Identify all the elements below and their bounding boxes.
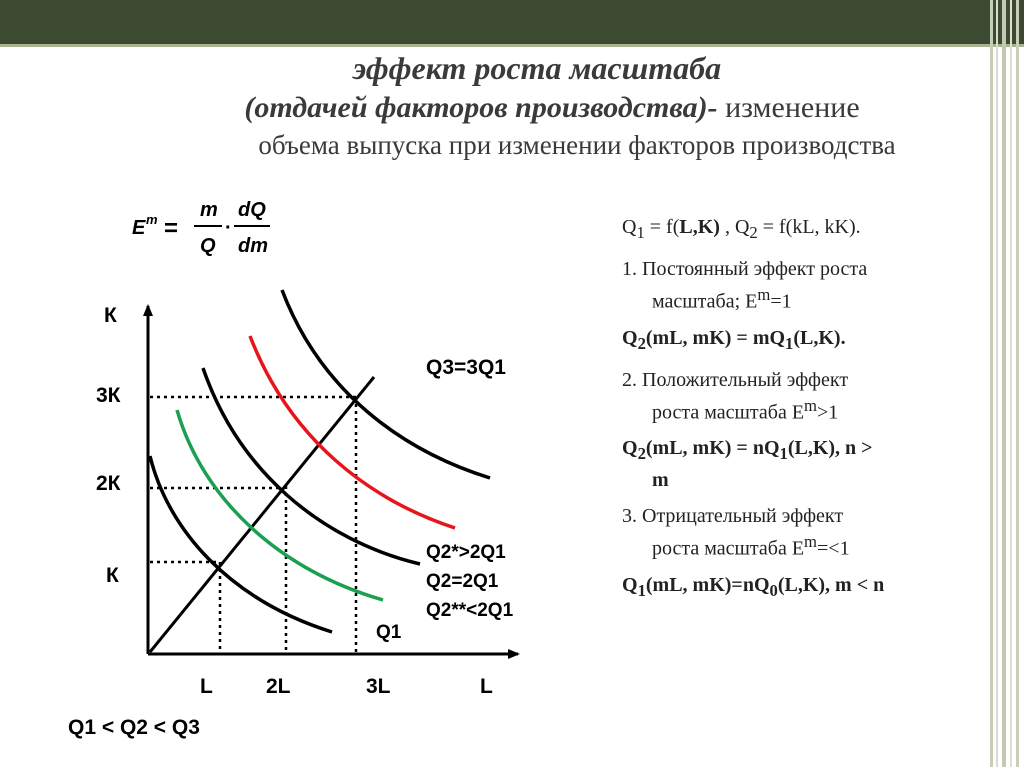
formula-num1: m bbox=[200, 199, 218, 221]
text: (mL, mK) = nQ bbox=[645, 437, 780, 460]
label-q1: Q1 bbox=[376, 622, 402, 643]
x-tick-l: L bbox=[200, 675, 213, 698]
footer-inequality: Q1 < Q2 < Q3 bbox=[68, 716, 200, 739]
formula-lhs-sup: m bbox=[146, 212, 158, 227]
sub: 0 bbox=[769, 580, 778, 600]
sup: m bbox=[804, 395, 818, 415]
text-q1: Q bbox=[622, 216, 637, 238]
sub: 1 bbox=[779, 444, 788, 464]
text: (mL, mK) = mQ bbox=[645, 326, 786, 349]
sub: 2 bbox=[749, 223, 758, 242]
x-tick-2l: 2L bbox=[266, 675, 291, 698]
sub: 2 bbox=[637, 333, 646, 353]
isoquant-q2-low bbox=[177, 410, 383, 600]
text: (L,K), m < n bbox=[777, 573, 885, 596]
text: Q bbox=[622, 326, 638, 349]
title-line-2-rest: изменение bbox=[717, 91, 860, 124]
text: , Q bbox=[719, 216, 750, 238]
isoquant-q2-high bbox=[250, 336, 455, 528]
label-q2: Q2=2Q1 bbox=[426, 571, 499, 592]
text: = f( bbox=[644, 216, 680, 238]
formula-eq: = bbox=[164, 215, 179, 242]
title-line-1: эффект роста масштаба bbox=[352, 50, 722, 86]
y-tick-3k: 3К bbox=[96, 384, 121, 407]
text-bold: L,K) bbox=[679, 216, 720, 238]
formula-num2: dQ bbox=[238, 199, 266, 221]
text: 3. Отрицательный эффект bbox=[622, 505, 844, 528]
sup: m bbox=[804, 532, 818, 552]
formula-lhs: E bbox=[132, 217, 146, 239]
formula-den2: dm bbox=[238, 235, 268, 257]
text: (L,K), n > bbox=[787, 437, 873, 460]
label-q3: Q3=3Q1 bbox=[426, 356, 506, 379]
text: >1 bbox=[817, 401, 839, 424]
sub: 2 bbox=[637, 444, 646, 464]
text: =<1 bbox=[817, 537, 850, 560]
text: = f(kL, kK). bbox=[757, 216, 861, 238]
text: =1 bbox=[770, 290, 792, 313]
expansion-ray bbox=[150, 377, 374, 652]
isoquant-q1 bbox=[150, 456, 332, 632]
text-indent: m bbox=[652, 469, 669, 492]
title-line-3: объема выпуска при изменении факторов производства bbox=[258, 130, 896, 160]
formula-dot: · bbox=[225, 217, 232, 239]
x-tick-3l: 3L bbox=[366, 675, 391, 698]
label-q2-star: Q2*>2Q1 bbox=[426, 542, 506, 563]
text: роста масштаба E bbox=[652, 537, 805, 560]
sub: 1 bbox=[636, 223, 645, 242]
y-tick-2k: 2К bbox=[96, 472, 121, 495]
y-axis-label: К bbox=[104, 304, 117, 327]
x-axis-label: L bbox=[480, 675, 493, 698]
formula-den1: Q bbox=[200, 235, 216, 257]
y-tick-k: К bbox=[106, 564, 119, 587]
sub: 1 bbox=[637, 580, 646, 600]
sub: 1 bbox=[785, 333, 794, 353]
sup: m bbox=[757, 285, 771, 304]
title-line-2-italic: (отдачей факторов производства)- bbox=[244, 91, 718, 124]
text: Q bbox=[622, 573, 638, 596]
text: масштаба; E bbox=[652, 290, 758, 313]
text: роста масштаба E bbox=[652, 401, 805, 424]
label-q2-dstar: Q2**<2Q1 bbox=[426, 600, 514, 621]
text: (L,K). bbox=[793, 326, 846, 349]
text: (mL, mK)=nQ bbox=[645, 573, 770, 596]
text: 2. Положительный эффект bbox=[622, 368, 849, 391]
text: Q bbox=[622, 437, 638, 460]
text: 1. Постоянный эффект роста bbox=[622, 258, 868, 280]
